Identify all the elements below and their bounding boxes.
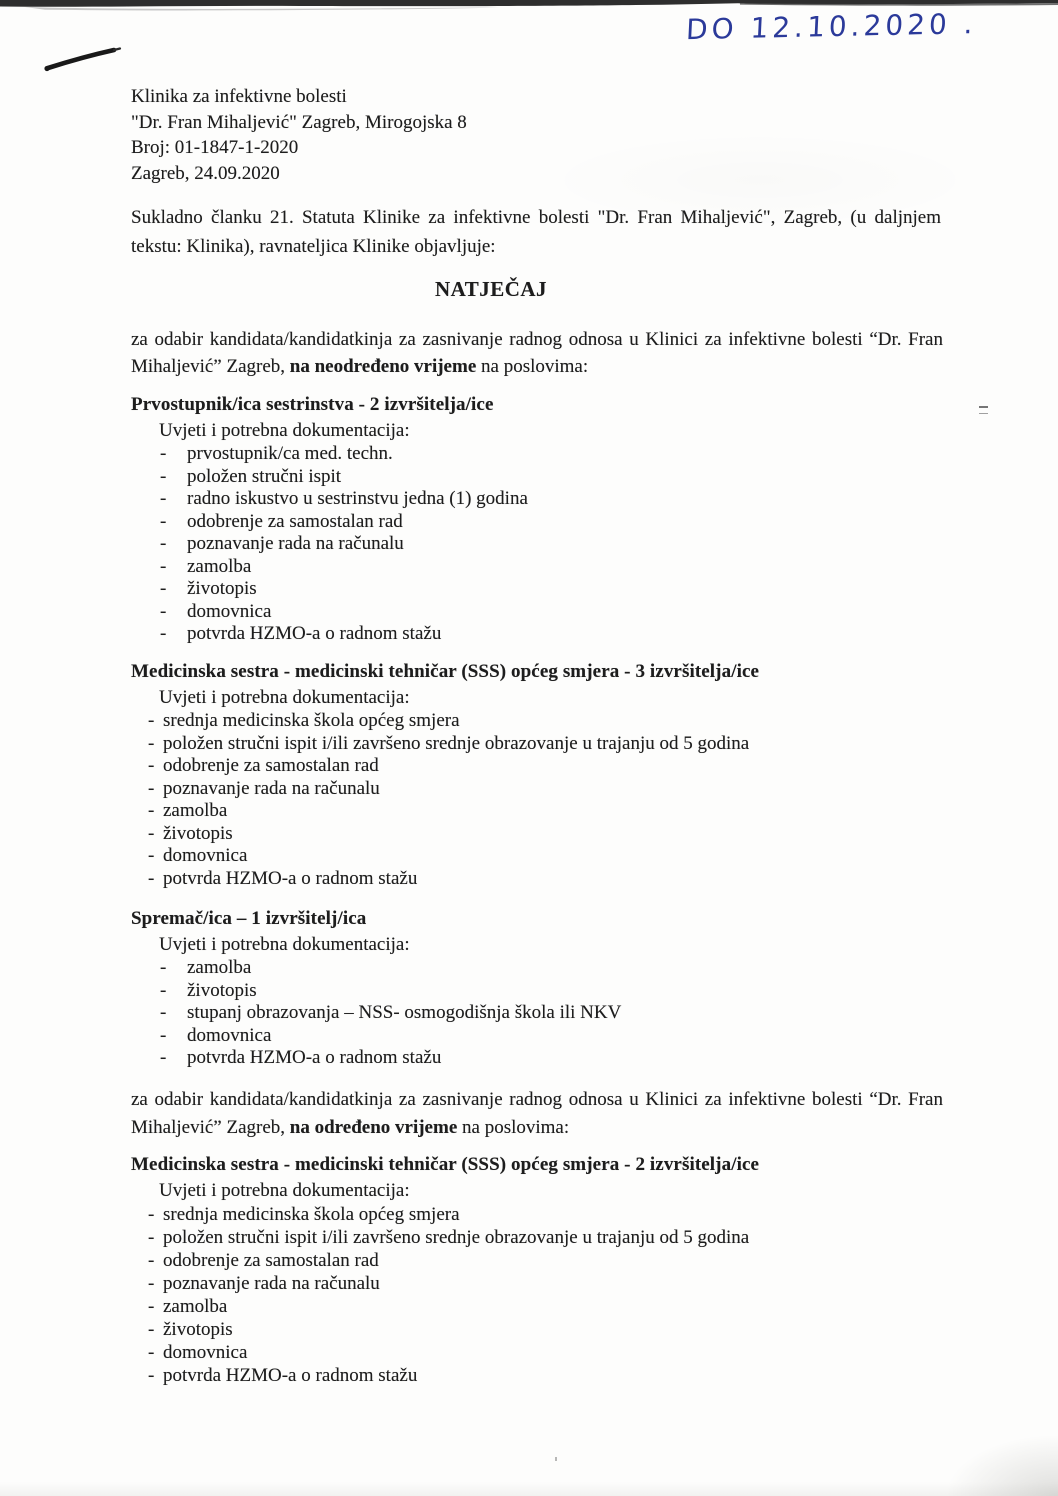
requirement-text: srednja medicinska škola općeg smjera (163, 1204, 460, 1225)
requirement-text: životopis (163, 822, 233, 844)
requirement-item (131, 488, 998, 511)
requirement-text: stupanj obrazovanja – NSS- osmogodišnja škola ili NKV (187, 1002, 622, 1023)
document-title: NATJEČAJ (434, 277, 548, 301)
dash-bullet: - (148, 777, 155, 799)
dash-bullet: - (148, 800, 155, 821)
job-subheading: Uvjeti i potrebna dokumentacija: (159, 1180, 410, 1201)
vacancy-text-after: na poslovima: (476, 355, 589, 377)
dash-bullet: - (160, 533, 167, 554)
letterhead-line: "Dr. Fran Mihaljević" Zagreb, Mirogojska 8 (131, 111, 467, 133)
requirements-list (131, 957, 998, 1070)
dash-bullet: - (148, 1273, 155, 1294)
requirement-text: položen stručni ispit i/ili završeno srednje obrazovanje u trajanju od 5 godina (163, 1227, 750, 1248)
vacancy-text-after: na poslovima: (457, 1117, 570, 1138)
requirement-text: domovnica (187, 1024, 272, 1046)
dash-bullet: - (160, 465, 167, 487)
requirement-item (131, 1341, 998, 1364)
requirement-item (131, 800, 998, 823)
requirement-text: odobrenje za samostalan rad (163, 755, 379, 776)
job-section-spremac (131, 906, 998, 1070)
requirement-text: zamolba (163, 1296, 228, 1317)
requirement-item (131, 511, 998, 534)
job-section-prvostupnik (131, 392, 998, 646)
requirement-text: poznavanje rada na računalu (163, 1273, 380, 1294)
job-section-medicinska-sestra-3 (131, 659, 998, 890)
requirement-text: zamolba (163, 800, 228, 821)
requirements-list (131, 1203, 998, 1387)
requirement-text: položen stručni ispit (187, 465, 342, 487)
requirement-text: položen stručni ispit i/ili završeno srednje obrazovanje u trajanju od 5 godina (163, 732, 750, 754)
dash-bullet: - (148, 1204, 155, 1225)
requirement-item (131, 533, 998, 556)
job-subheading: Uvjeti i potrebna dokumentacija: (159, 687, 410, 708)
dash-bullet: - (160, 957, 167, 978)
requirement-text: životopis (187, 578, 257, 599)
dash-bullet: - (148, 867, 155, 889)
requirement-item (131, 710, 998, 733)
requirement-item (131, 823, 998, 846)
dash-bullet: - (160, 555, 167, 577)
dash-bullet: - (148, 1296, 155, 1317)
letterhead-line: Klinika za infektivne bolesti (131, 86, 347, 107)
vacancy-paragraph-temporary (131, 1086, 943, 1142)
requirement-item (131, 443, 998, 466)
letterhead-line: Broj: 01-1847-1-2020 (131, 137, 299, 158)
requirement-item (131, 1203, 998, 1226)
dash-bullet: - (148, 1365, 155, 1386)
dash-bullet: - (160, 510, 167, 532)
requirement-item (131, 1318, 998, 1341)
requirement-text: srednja medicinska škola općeg smjera (163, 710, 460, 731)
requirement-item (131, 1047, 998, 1070)
requirement-item (131, 1249, 998, 1272)
handwritten-deadline-note: DO 12.10.2020 . (685, 7, 978, 47)
requirement-item (131, 980, 998, 1003)
dash-bullet: - (148, 710, 155, 731)
dash-bullet: - (160, 979, 167, 1001)
requirements-list (131, 710, 998, 890)
dash-bullet: - (148, 845, 155, 866)
requirement-text: potvrda HZMO-a o radnom stažu (163, 1365, 418, 1386)
dash-bullet: - (160, 443, 167, 464)
requirement-text: poznavanje rada na računalu (163, 777, 380, 799)
requirement-item (131, 1002, 998, 1025)
vacancy-text-bold: na određeno vrijeme (289, 1117, 458, 1138)
requirement-item (131, 601, 998, 624)
requirement-item (131, 1025, 998, 1048)
pen-stroke-mark (38, 40, 134, 80)
requirement-text: zamolba (187, 555, 252, 577)
requirement-item (131, 623, 998, 646)
job-heading: Medicinska sestra - medicinski tehničar (SSS) općeg smjera - 2 izvršitelja/ice (131, 1154, 760, 1175)
dash-bullet: - (160, 578, 167, 599)
vacancy-text-bold: na neodređeno vrijeme (289, 355, 477, 377)
job-heading: Spremač/ica – 1 izvršitelj/ica (131, 908, 367, 929)
job-heading: Medicinska sestra - medicinski tehničar (SSS) općeg smjera - 3 izvršitelja/ice (131, 661, 760, 682)
dash-bullet: - (148, 755, 155, 776)
requirement-text: životopis (187, 979, 257, 1001)
job-heading: Prvostupnik/ica sestrinstva - 2 izvršitelja/ice (131, 394, 494, 415)
dash-bullet: - (148, 1250, 155, 1271)
requirement-item (131, 556, 998, 579)
requirement-text: potvrda HZMO-a o radnom stažu (163, 867, 418, 889)
requirement-text: domovnica (187, 600, 272, 622)
requirement-item (131, 845, 998, 868)
requirement-text: zamolba (187, 957, 252, 978)
requirement-text: odobrenje za samostalan rad (163, 1250, 379, 1271)
requirement-text: odobrenje za samostalan rad (187, 510, 403, 532)
requirement-item (131, 1272, 998, 1295)
job-subheading: Uvjeti i potrebna dokumentacija: (159, 420, 410, 441)
requirement-text: prvostupnik/ca med. techn. (187, 443, 393, 464)
vacancy-text-before: za odabir kandidata/kandidatkinja za zasnivanje radnog odnosa u Klinici za infektivne bolesti “Dr. Fran Mihaljević” Zagreb, (131, 1089, 943, 1138)
requirement-text: domovnica (163, 845, 248, 866)
requirement-text: domovnica (163, 1342, 248, 1363)
requirement-text: životopis (163, 1319, 233, 1340)
dash-bullet: - (148, 1319, 155, 1340)
dash-bullet: - (160, 1047, 167, 1068)
requirement-item (131, 778, 998, 801)
dash-bullet: - (160, 1002, 167, 1023)
dash-bullet: - (148, 732, 155, 754)
requirement-text: poznavanje rada na računalu (187, 533, 404, 554)
scan-speck (979, 406, 988, 414)
dash-bullet: - (148, 1227, 155, 1248)
requirement-item (131, 957, 998, 980)
dash-bullet: - (160, 1024, 167, 1046)
vacancy-text-before: za odabir kandidata/kandidatkinja za zasnivanje radnog odnosa u Klinici za infektivne bolesti “Dr. Fran Mihaljević” Zagreb, (131, 329, 943, 377)
requirement-text: potvrda HZMO-a o radnom stažu (187, 1047, 442, 1068)
letterhead (131, 84, 467, 186)
dash-bullet: - (160, 488, 167, 509)
requirement-item (131, 466, 998, 489)
job-subheading: Uvjeti i potrebna dokumentacija: (159, 934, 410, 955)
job-section-medicinska-sestra-2 (131, 1152, 998, 1387)
vacancy-paragraph-permanent (131, 327, 943, 380)
dash-bullet: - (148, 822, 155, 844)
dash-bullet: - (160, 623, 167, 644)
requirement-item (131, 1364, 998, 1387)
scan-corner-shade (948, 1436, 1058, 1496)
requirement-text: potvrda HZMO-a o radnom stažu (187, 623, 442, 644)
requirements-list (131, 443, 998, 646)
requirement-item (131, 755, 998, 778)
dash-bullet: - (160, 600, 167, 622)
intro-paragraph: Sukladno članku 21. Statuta Klinike za infektivne bolesti "Dr. Fran Mihaljević", Zagreb, (u daljnjem tekstu: Klinika), ravnateljica Klinike objavljuje: (131, 207, 941, 257)
requirement-item (131, 733, 998, 756)
requirement-text: radno iskustvo u sestrinstvu jedna (1) godina (187, 488, 528, 509)
scan-speck (555, 1457, 557, 1461)
dash-bullet: - (148, 1342, 155, 1363)
requirement-item (131, 868, 998, 891)
requirement-item (131, 1295, 998, 1318)
requirement-item (131, 578, 998, 601)
requirement-item (131, 1226, 998, 1249)
letterhead-line: Zagreb, 24.09.2020 (131, 162, 280, 184)
